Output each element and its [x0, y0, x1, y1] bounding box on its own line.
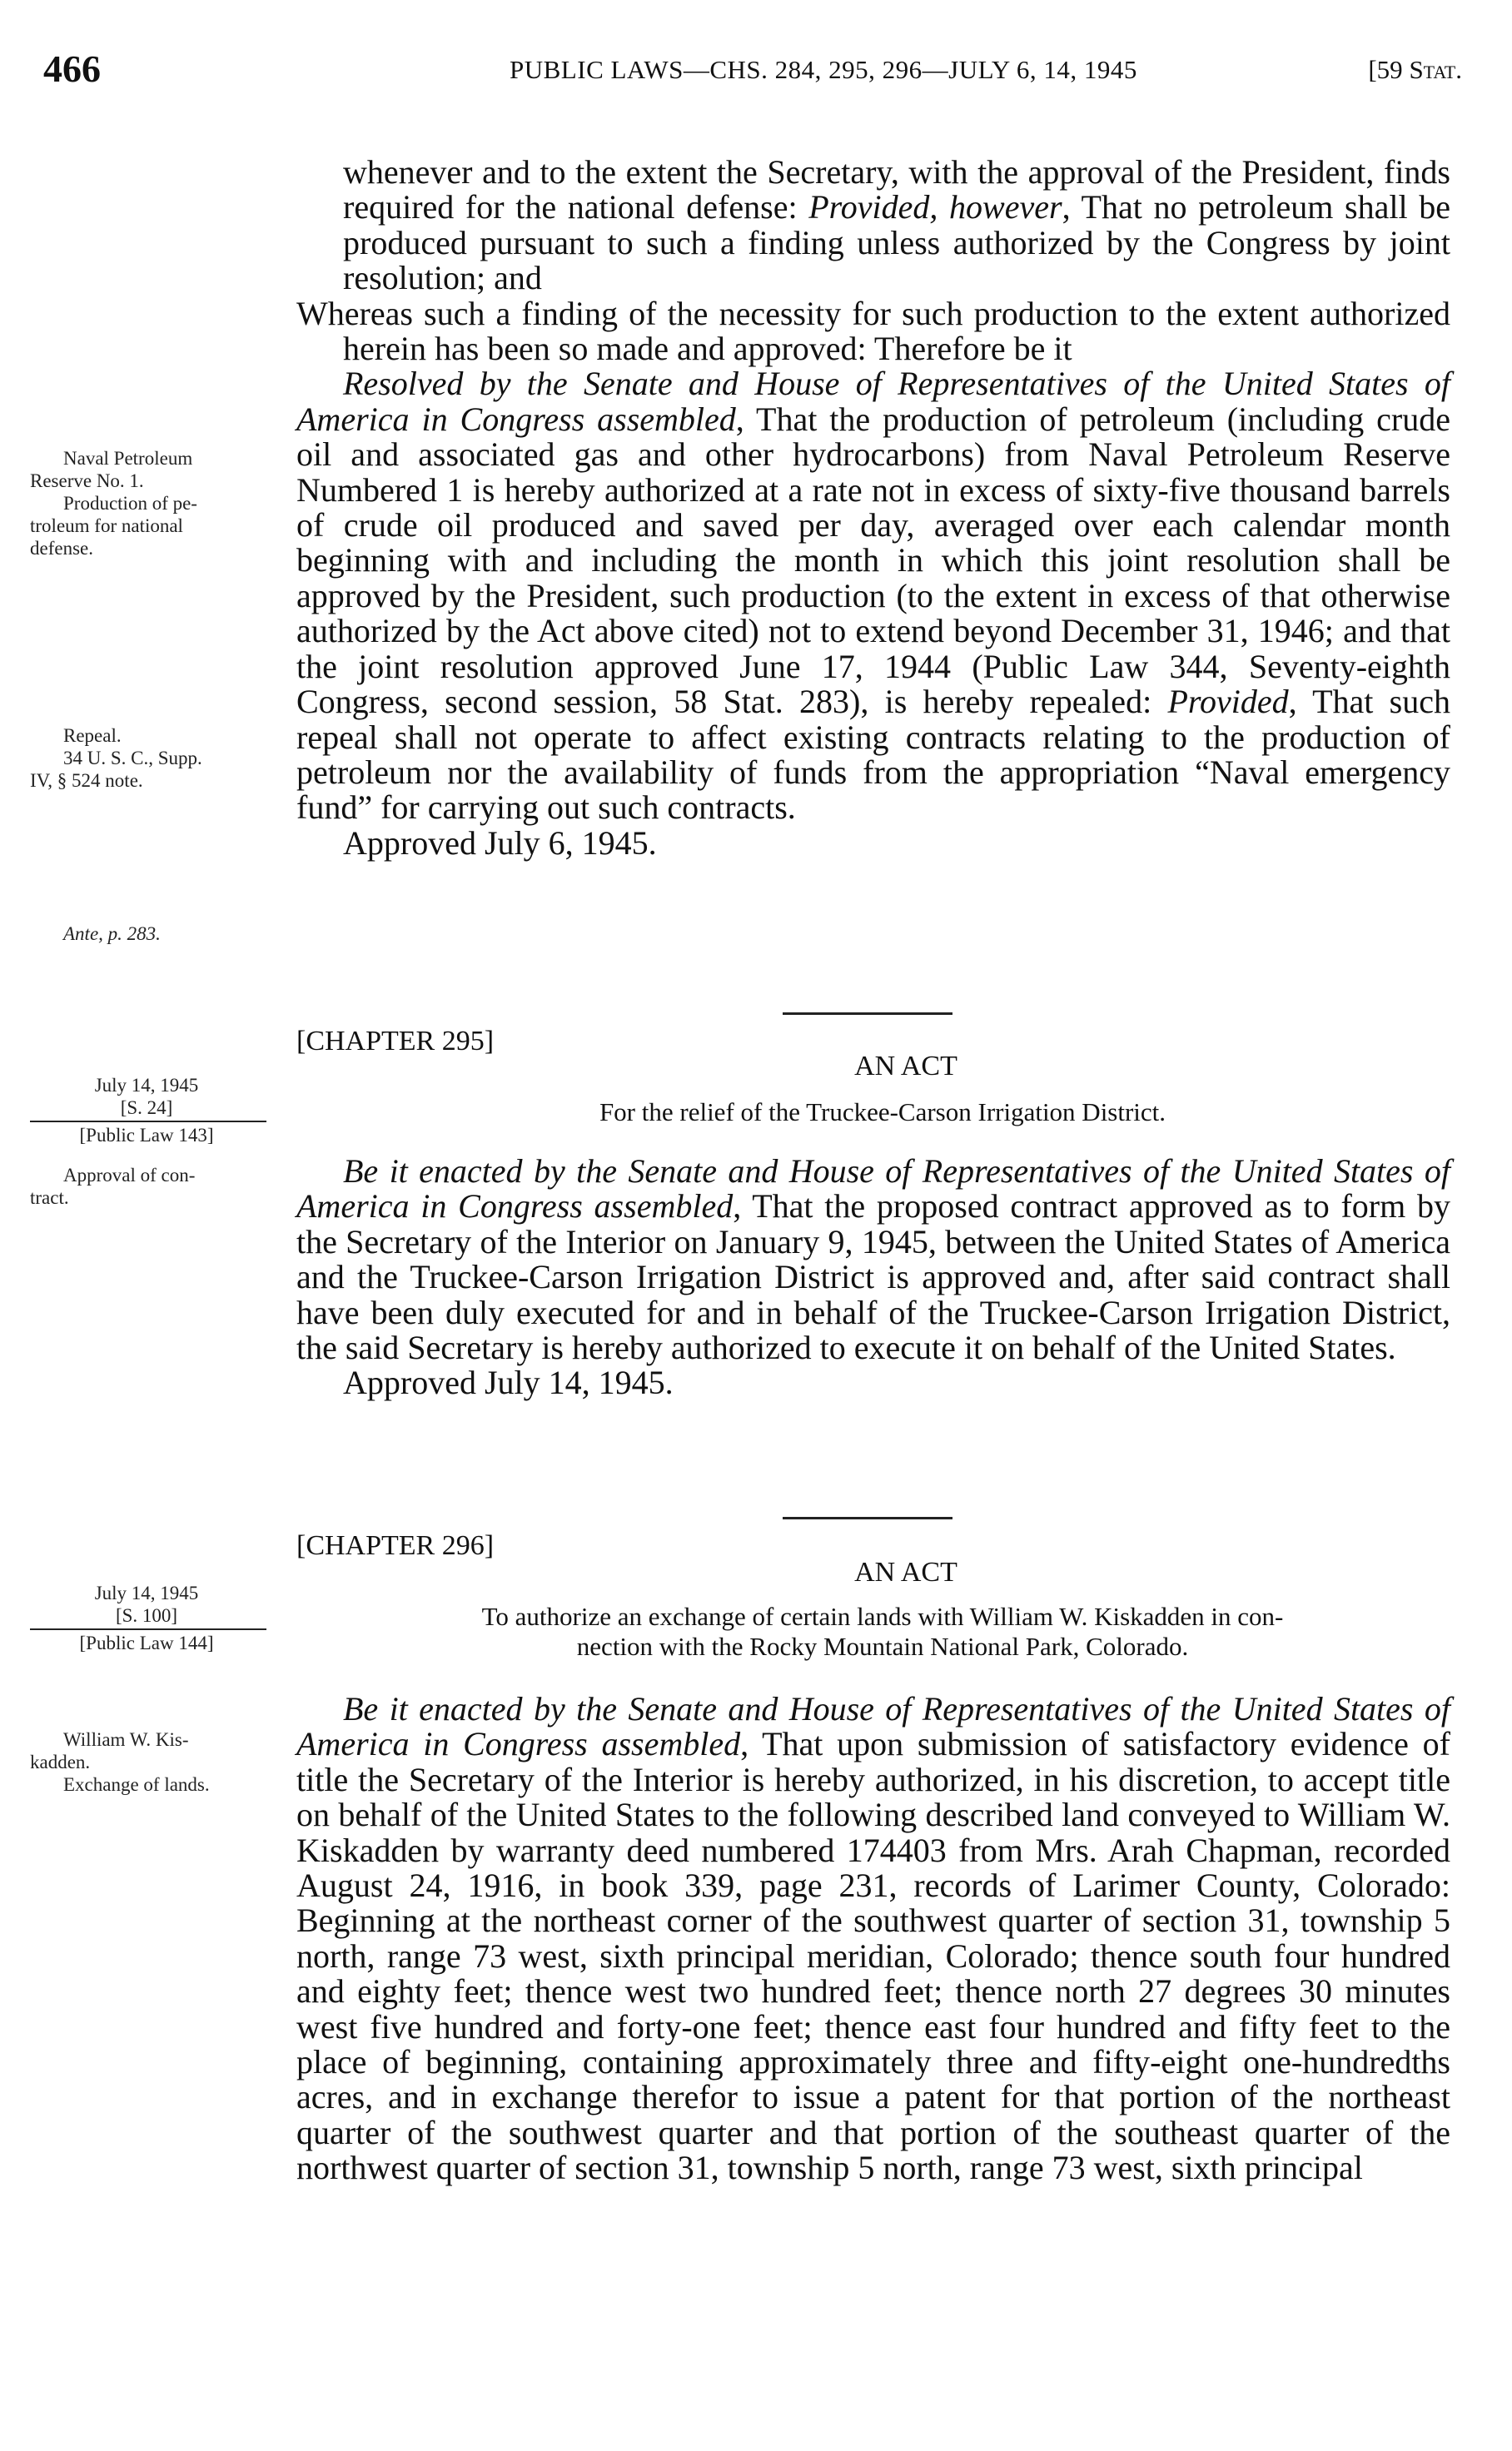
ch296-enacting-clause: Be it enacted by the Senate and House of Representatives of the United States of America in Congress assembled: [296, 1690, 1450, 1763]
ch296-chapter: [CHAPTER 296]: [296, 1530, 495, 1561]
divider-rule: [783, 1012, 952, 1015]
mn-naval-5: defense.: [30, 538, 93, 559]
ch284-resolved-clause: Resolved by the Senate and House of Representatives of the United States of America in Congress assembled: [296, 365, 1450, 438]
ch295-body: [296, 1154, 1450, 1401]
mn-c296-bill: [S. 100]: [115, 1605, 178, 1626]
margin-repeal: [30, 724, 280, 792]
mn-c296-note1: William W. Kis-: [63, 1729, 189, 1750]
mn-ante-text: Ante, p. 283.: [63, 923, 161, 944]
ch284-para-1: [296, 155, 1450, 296]
divider-rule-2: [783, 1517, 952, 1519]
mn-c295-rule: [30, 1121, 266, 1122]
mn-c296-pl: [Public Law 144]: [79, 1633, 214, 1653]
mn-c295-note2: tract.: [30, 1187, 69, 1208]
margin-kiskadden: [30, 1728, 280, 1796]
ch295-enacting-clause: Be it enacted by the Senate and House of Representatives of the United States of America in Congress assembled: [296, 1152, 1450, 1226]
ch295-an-act: AN ACT: [854, 1051, 957, 1081]
mn-c296-date: July 14, 1945: [94, 1583, 199, 1603]
mn-repeal-3: IV, § 524 note.: [30, 770, 143, 791]
stat-volume: [59: [1368, 55, 1403, 84]
ch284-para1-text: whenever and to the extent the Secretary, with the approval of the President, finds required for the national defense:: [343, 153, 1450, 226]
margin-ch295-header: [30, 1074, 280, 1146]
mn-ante: [30, 922, 280, 945]
mn-c295-note1: Approval of con-: [63, 1165, 196, 1186]
ch295-enactment: [296, 1154, 1450, 1365]
ch284-resolved: [296, 366, 1450, 825]
page-number: 466: [43, 47, 101, 90]
ch284-body: [296, 155, 1450, 861]
margin-ch296-header: [30, 1582, 280, 1654]
statute-reference: [1368, 55, 1462, 85]
margin-naval-reserve: [30, 447, 280, 559]
running-title: PUBLIC LAWS—CHS. 284, 295, 296—JULY 6, 14, 1945: [510, 55, 1137, 84]
ch296-enactment: [296, 1692, 1450, 2186]
ch284-whereas: Whereas such a finding of the necessity for such production to the extent authorized herein has been so made and approved: Therefore be it: [296, 294, 1450, 368]
ch296-an-act: AN ACT: [854, 1557, 957, 1588]
ch284-approved: Approved July 6, 1945.: [343, 823, 657, 862]
mn-naval-4: troleum for national: [30, 515, 183, 536]
ch296-body: [296, 1692, 1450, 2186]
ch284-resolved-end: , That such repeal shall not operate to affect existing contracts relating to the production of petroleum nor the availability of funds from the appropriation “Naval emergency fund” for carrying out such contracts.: [296, 683, 1450, 827]
mn-repeal-2: 34 U. S. C., Supp.: [63, 748, 202, 768]
running-header: [43, 47, 1462, 97]
mn-c295-date: July 14, 1945: [94, 1075, 199, 1096]
ch296-text: , That upon submission of satisfactory evidence of title the Secretary of the Interior is hereby authorized, in his discretion, to accept title on behalf of the United States to the following described land conveyed to William W. Kiskadden by warranty deed numbered 174403 from Mrs. Arah Chapman, recorded August 24, 1916, in book 339, page 231, records of Larimer County, Colorado: Beginning at the northeast corner of the southwest quarter of section 31, township 5 north, range 73 west, sixth principal meridian, Colorado; thence south four hundred and eighty feet; thence west two hundred feet; thence north 27 degrees 30 minutes west five hundred and forty-one feet; thence east four hundred and fifty feet to the place of beginning, containing approximately three and fifty-eight one-hundredths acres, and in exchange therefor to issue a patent for that portion of the northeast quarter of the southwest quarter and that portion of the southeast quarter of the northwest quarter of section 31, township 5 north, range 73 west, sixth principal: [296, 1725, 1450, 2187]
mn-c295-pl: [Public Law 143]: [79, 1125, 214, 1146]
ch295-title: For the relief of the Truckee-Carson Irrigation District.: [599, 1097, 1166, 1126]
mn-c296-note2: kadden.: [30, 1752, 91, 1772]
mn-c295-bill: [S. 24]: [120, 1097, 173, 1118]
ch284-resolved-text: , That the production of petroleum (including crude oil and associated gas and other hydrocarbons) from Naval Petroleum Reserve Numbered 1 is hereby authorized at a rate not in excess of sixty-five thousand barrels of crude oil produced and saved per day, averaged over each calendar month beginning with and including the month in which this joint resolution shall be approved by the President, such production (to the extent in excess of that otherwise authorized by the Act above cited) not to extend beyond December 31, 1946; and that the joint resolution approved June 17, 1944 (Public Law 344, Seventy-eighth Congress, second session, 58 Stat. 283), is hereby repealed:: [296, 400, 1450, 721]
mn-naval-3: Production of pe-: [63, 493, 197, 514]
mn-repeal-1: Repeal.: [63, 725, 122, 746]
mn-c296-rule: [30, 1628, 266, 1630]
ch284-para1-rest: , That no petroleum shall be produced pursuant to such a finding unless authorized by the Congress by joint resolution; and: [343, 188, 1450, 297]
mn-c296-note3: Exchange of lands.: [63, 1774, 210, 1795]
margin-approval-contract: [30, 1164, 280, 1209]
mn-naval-1: Naval Petroleum: [63, 448, 193, 469]
margin-ante: [30, 922, 280, 945]
mn-naval-2: Reserve No. 1.: [30, 470, 144, 491]
stat-abbr: Stat.: [1409, 55, 1462, 84]
ch295-text: , That the proposed contract approved as to form by the Secretary of the Interior on January 9, 1945, between the United States of America and the Truckee-Carson Irrigation District is approved and, after said contract shall have been duly executed for and in behalf of the Truckee-Carson Irrigation District, the said Secretary is hereby authorized to execute it on behalf of the United States.: [296, 1187, 1450, 1367]
ch296-title-2: nection with the Rocky Mountain National Park, Colorado.: [576, 1632, 1189, 1661]
ch296-title-1: To authorize an exchange of certain lands with William W. Kiskadden in con-: [481, 1602, 1284, 1631]
ch295-approved: Approved July 14, 1945.: [343, 1364, 674, 1402]
ch296-title: [308, 1602, 1457, 1662]
ch295-chapter: [CHAPTER 295]: [296, 1026, 495, 1056]
ch284-provided-2: Provided: [1167, 683, 1289, 721]
ch284-provided: Provided, however: [808, 188, 1062, 226]
